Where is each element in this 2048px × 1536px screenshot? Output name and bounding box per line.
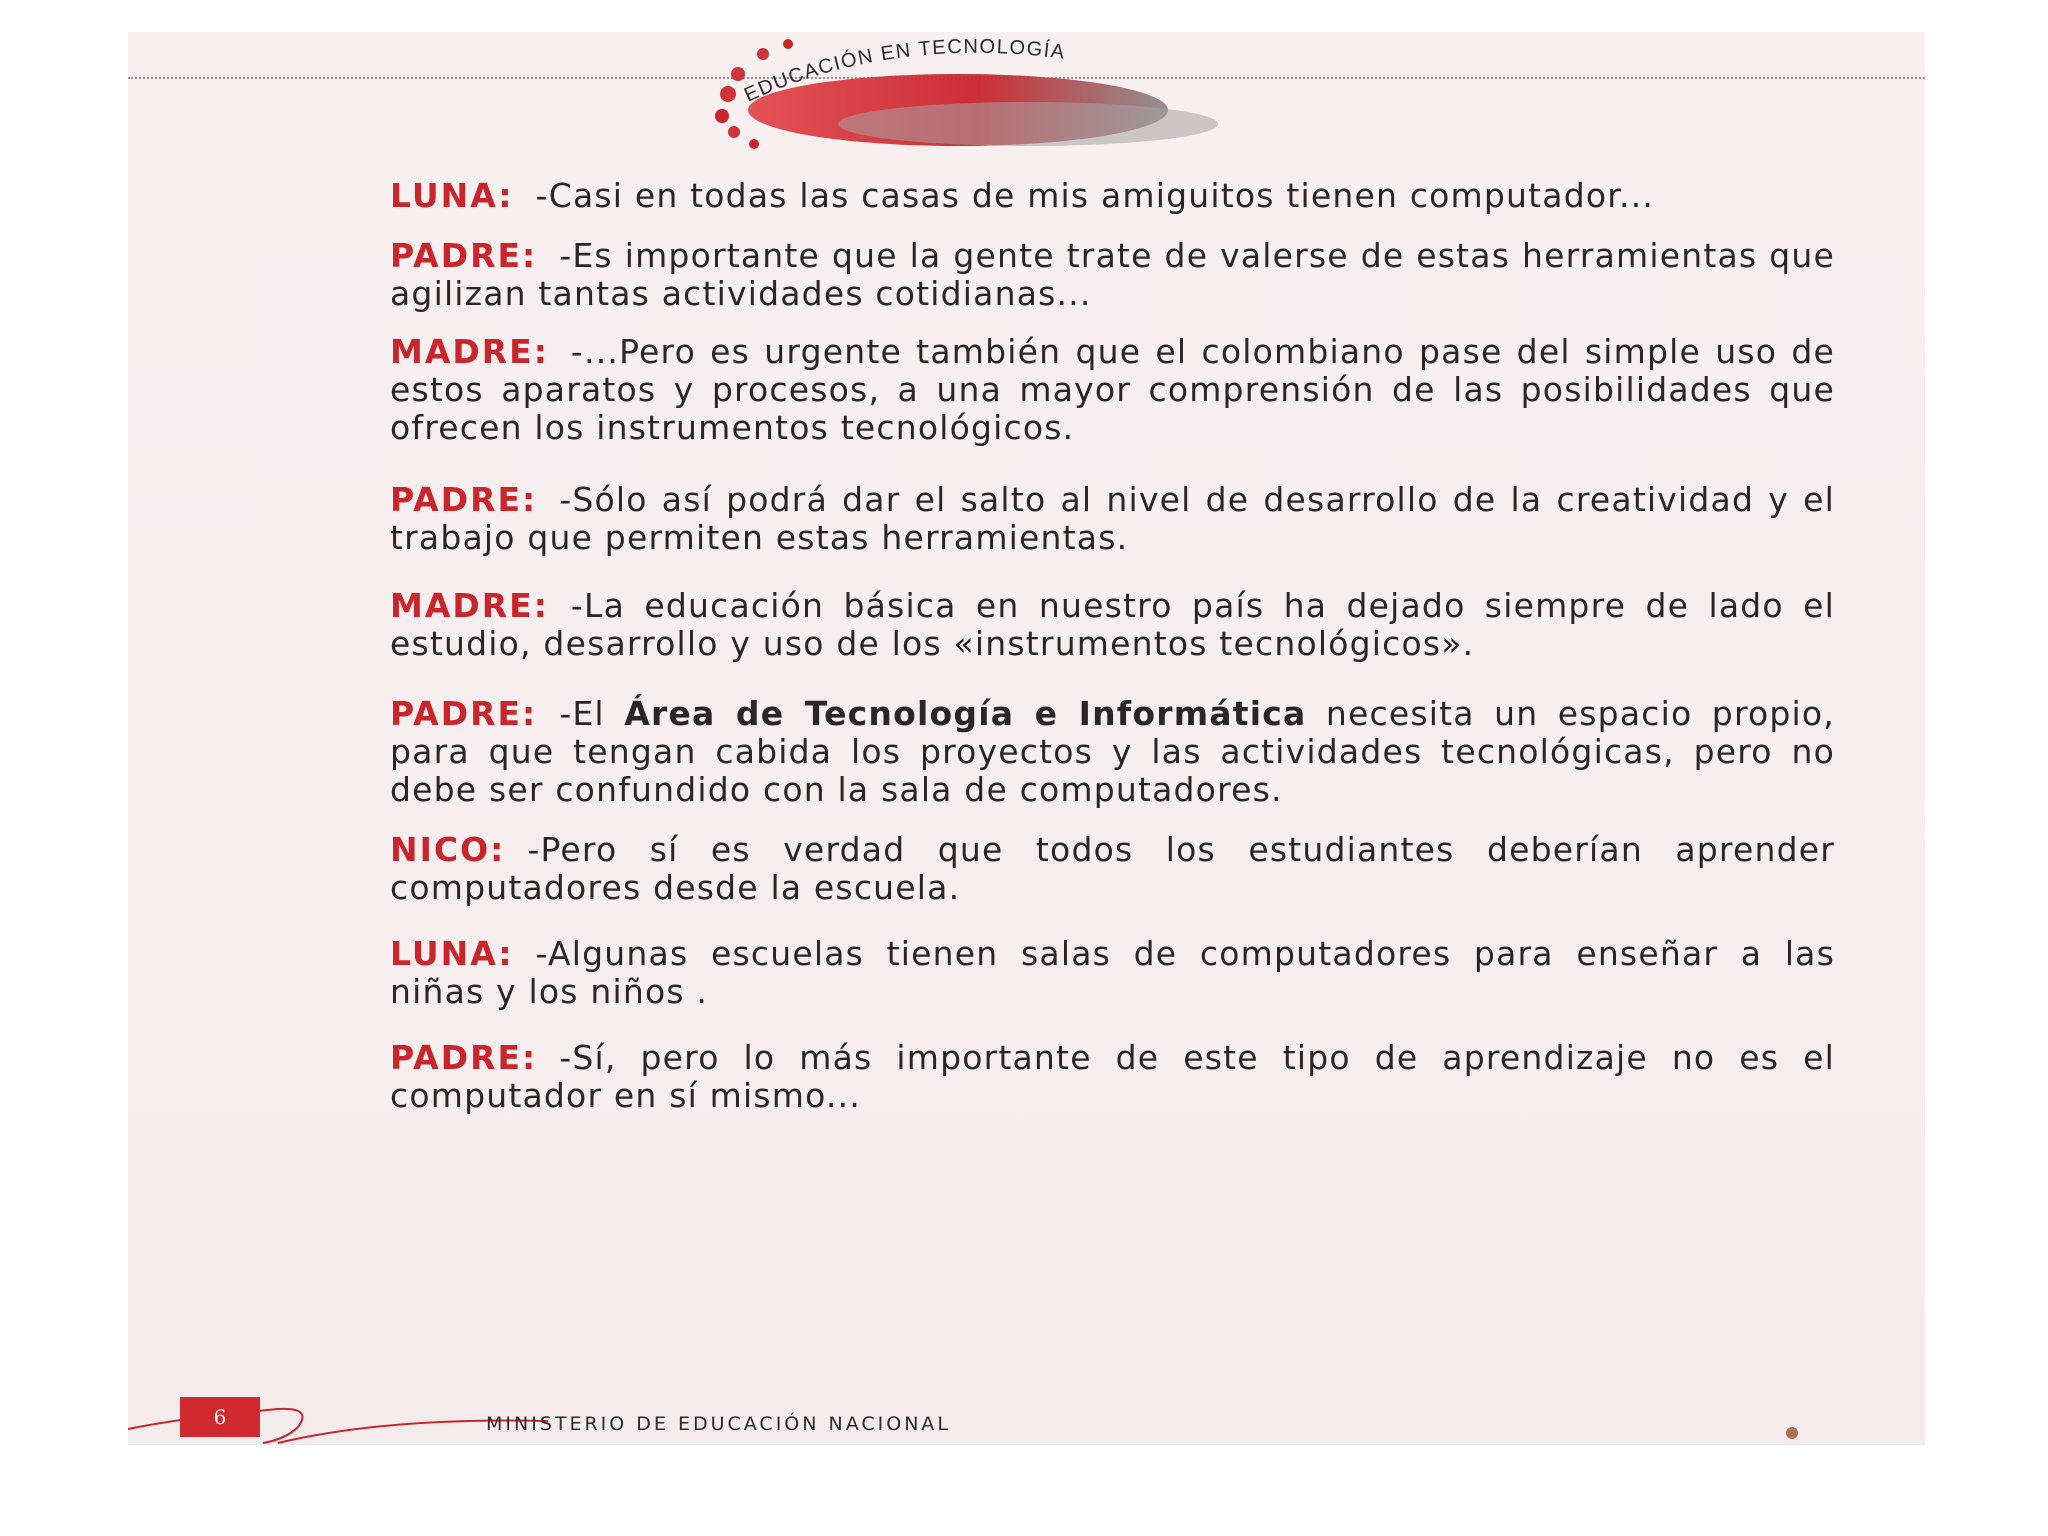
- dialogue-entry: [390, 177, 1835, 215]
- logo-text: EDUCACIÓN EN TECNOLOGÍA: [740, 35, 1067, 107]
- dialogue-entry: [390, 831, 1835, 907]
- dialogue-text: -Casi en todas las casas de mis amiguitos tienen computador...: [535, 176, 1655, 215]
- dialogue-text: -El: [559, 694, 605, 733]
- speaker-label: LUNA:: [390, 176, 514, 215]
- dialogue-text: -La educación básica en nuestro país ha dejado siempre de lado el estudio, desarrollo y uso de los «instrumentos tecnológicos».: [390, 586, 1835, 663]
- dialogue-entry: [390, 1039, 1835, 1115]
- dialogue-entry: [390, 695, 1835, 809]
- dialogue: [390, 177, 1835, 1115]
- dialogue-entry: [390, 935, 1835, 1011]
- speaker-label: PADRE:: [390, 694, 538, 733]
- speaker-label: LUNA:: [390, 934, 514, 973]
- dialogue-text: -Algunas escuelas tienen salas de computadores para enseñar a las niñas y los niños .: [390, 934, 1835, 1011]
- footer-institution: MINISTERIO DE EDUCACIÓN NACIONAL: [486, 1413, 952, 1435]
- page-footer: [128, 1377, 1925, 1445]
- dialogue-text: -Es importante que la gente trate de valerse de estas herramientas que agilizan tantas actividades cotidianas...: [390, 236, 1835, 313]
- document-page: [128, 32, 1925, 1445]
- dialogue-entry: [390, 481, 1835, 557]
- dialogue-entry: [390, 237, 1835, 313]
- dialogue-entry: [390, 587, 1835, 663]
- speaker-label: MADRE:: [390, 586, 549, 625]
- speaker-label: PADRE:: [390, 1038, 538, 1077]
- dialogue-text: -Pero sí es verdad que todos los estudiantes deberían aprender computadores desde la escuela.: [390, 830, 1835, 907]
- speaker-label: PADRE:: [390, 480, 538, 519]
- speaker-label: NICO:: [390, 830, 506, 869]
- speaker-label: MADRE:: [390, 332, 549, 371]
- speaker-label: PADRE:: [390, 236, 538, 275]
- page-number: 6: [180, 1397, 260, 1437]
- dialogue-entry: [390, 333, 1835, 447]
- ink-spot-icon: [1786, 1427, 1798, 1439]
- education-technology-logo: [668, 32, 1388, 152]
- area-name-emphasis: Área de Tecnología e Informática: [624, 694, 1307, 733]
- dialogue-text: -...Pero es urgente también que el colombiano pase del simple uso de estos aparatos y procesos, a una mayor comprensión de las posibilidades que ofrecen los instrumentos tecnológicos.: [390, 332, 1835, 447]
- dialogue-text: -Sólo así podrá dar el salto al nivel de desarrollo de la creatividad y el trabajo que permiten estas herramientas.: [390, 480, 1835, 557]
- dialogue-text: -Sí, pero lo más importante de este tipo de aprendizaje no es el computador en sí mismo...: [390, 1038, 1835, 1115]
- dialogue-text: necesita un espacio propio, para que tengan cabida los proyectos y las actividades tecnológicas, pero no debe ser confundido con la sala de computadores.: [390, 694, 1835, 809]
